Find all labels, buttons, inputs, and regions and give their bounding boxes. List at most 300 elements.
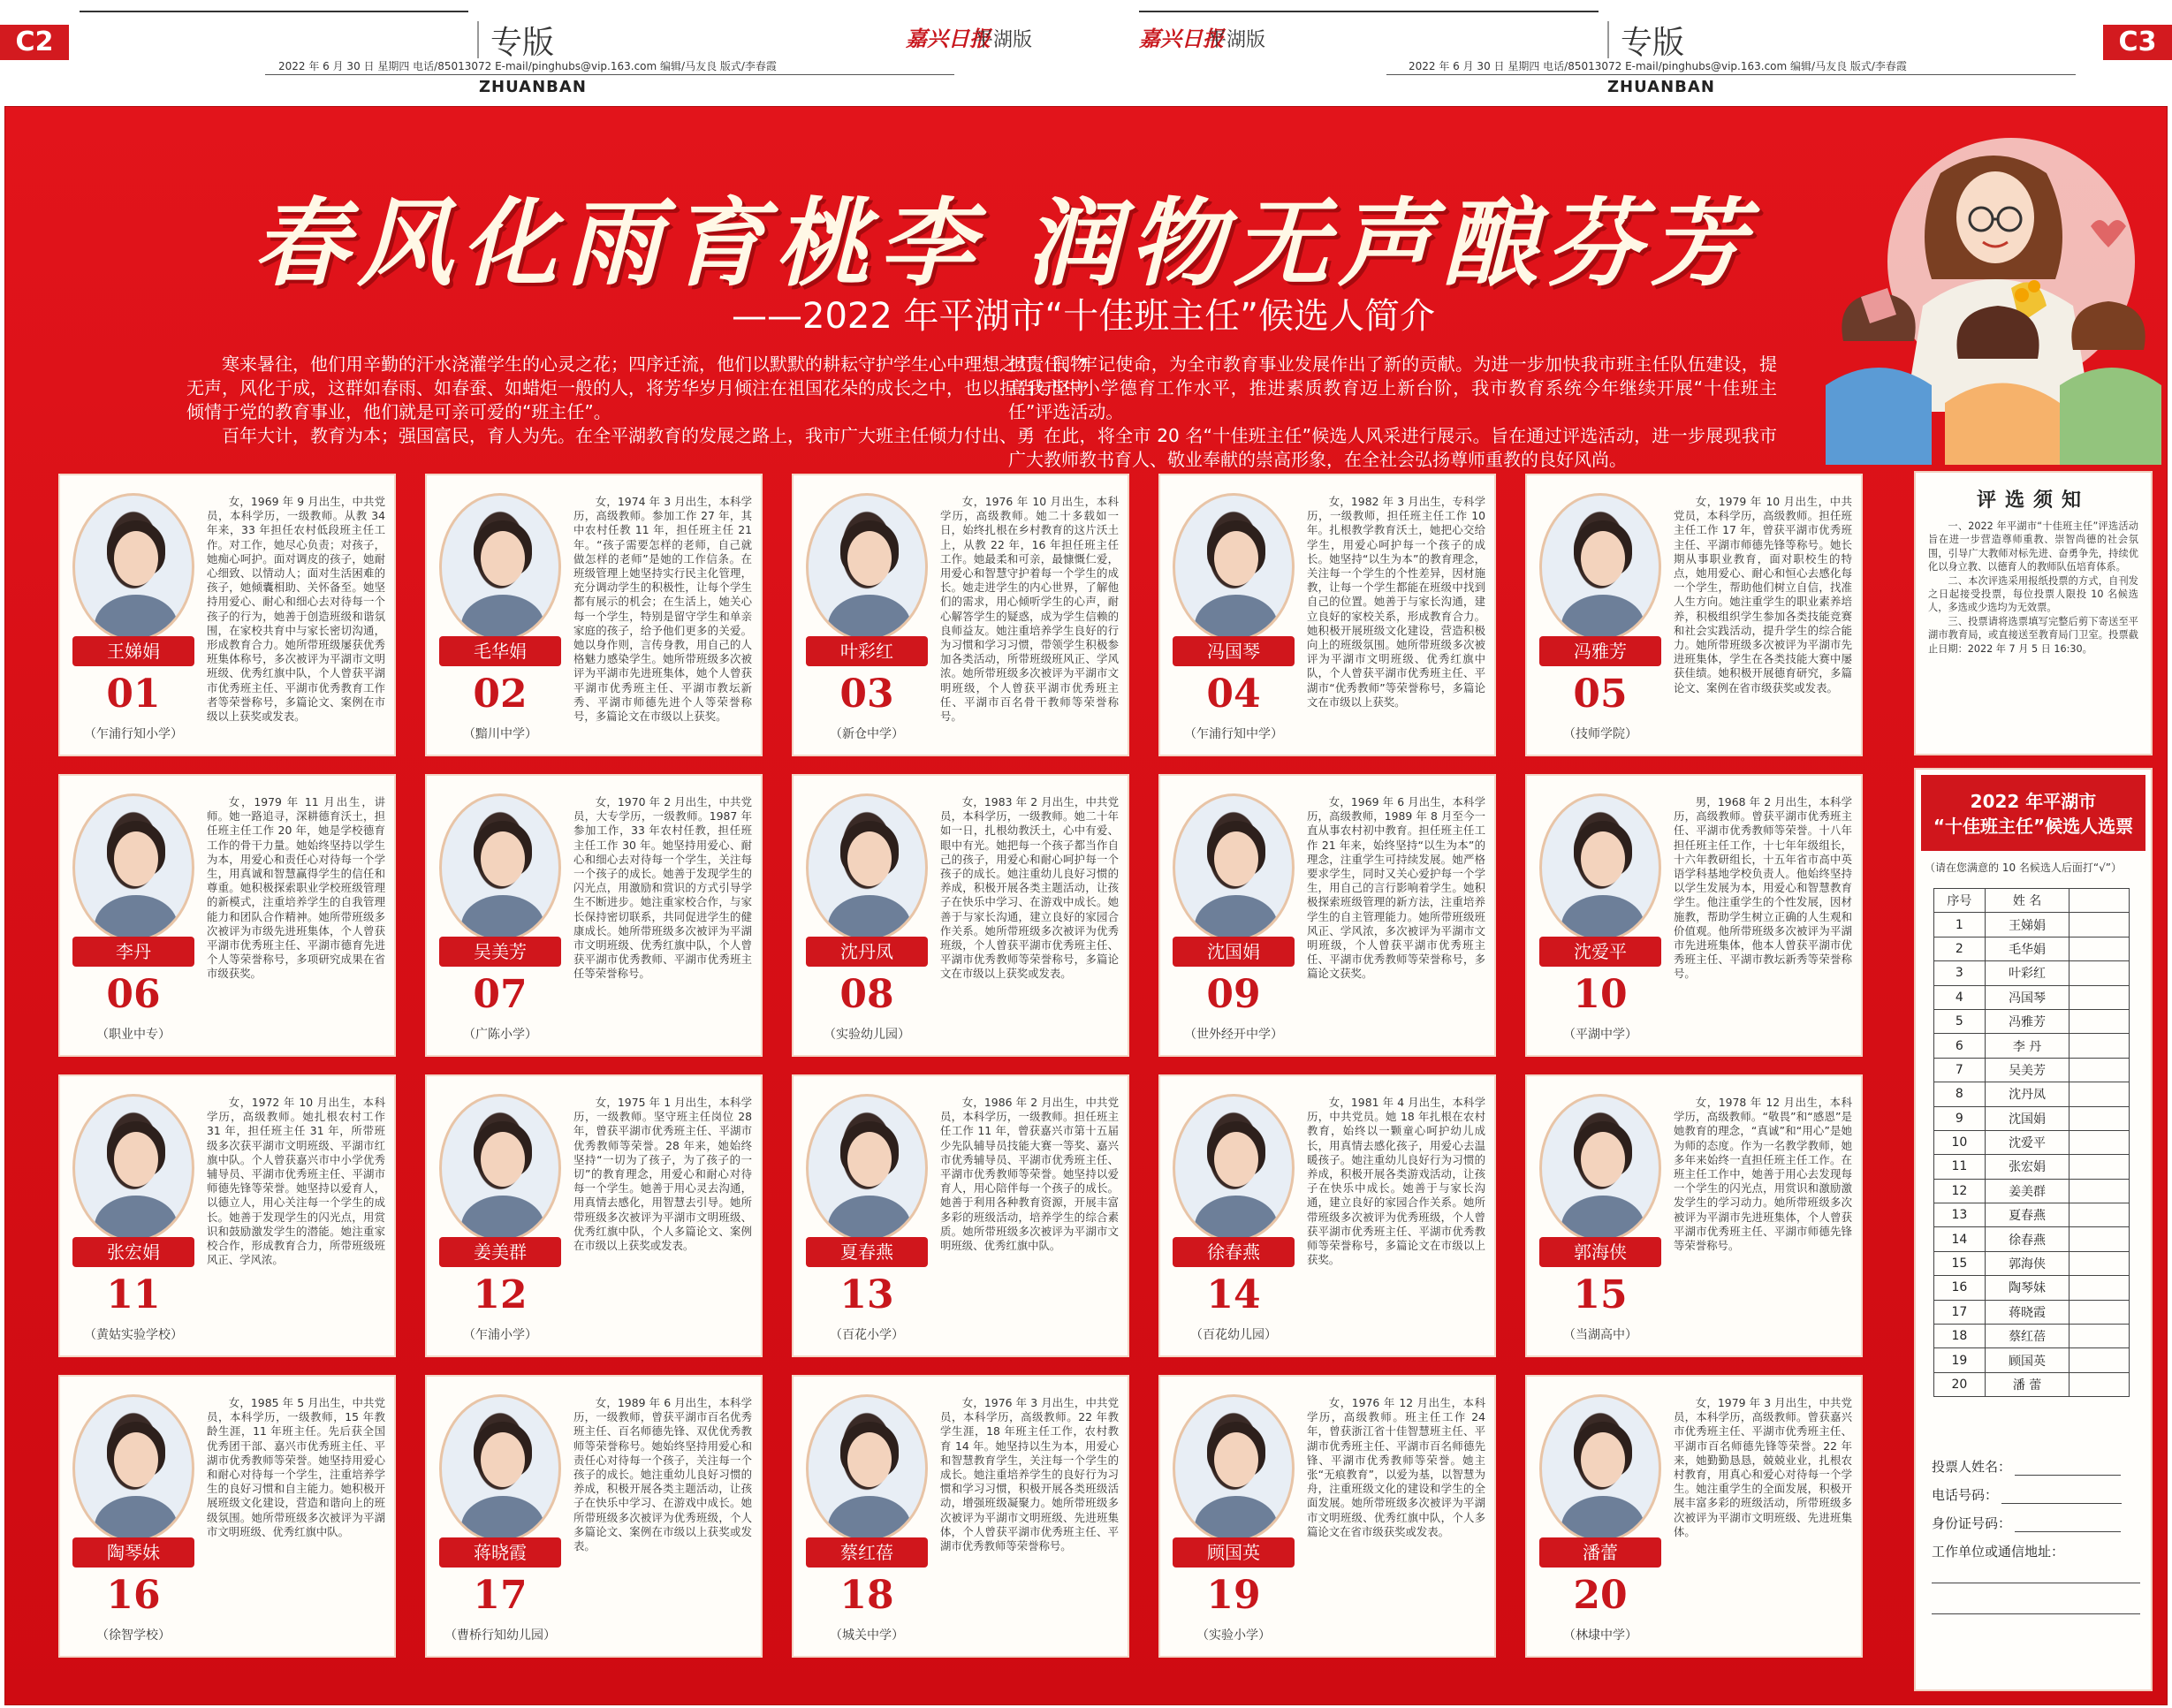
candidate-name: 沈国娟 [1173, 937, 1295, 967]
candidate-photo-frame [806, 793, 928, 942]
candidate-card [1158, 1074, 1496, 1357]
candidate-card [425, 1375, 763, 1658]
ballot-checkbox[interactable] [2069, 1227, 2130, 1251]
portrait-face [1214, 1432, 1258, 1487]
portrait-face [114, 1432, 158, 1487]
ballot-row-no: 15 [1934, 1251, 1986, 1275]
ballot-checkbox[interactable] [2069, 1325, 2130, 1348]
candidate-bio: 女，1970 年 2 月出生，中共党员，大专学历，一级教师。1987 年参加工作，33 年农村任教，担任班主任工作 30 年。她坚持用爱心、耐心和细心去对待每一个学生，关注每一个孩子的成长。她善于发现学生的闪光点，用激励和赏识的方式引导学生不断进步。她注重家校合作，与家长保持密切联系，共同促进学生的健康成长。她所带班级多次被评为平湖市文明班级、优秀红旗中队，个人曾获平湖市优秀教师、平湖市优秀班主任等荣誉称号。 [573, 795, 752, 981]
candidate-photo-frame [439, 1394, 561, 1543]
candidate-name: 蒋晓霞 [439, 1537, 561, 1568]
portrait-face [1581, 831, 1625, 886]
masthead-rule [265, 74, 954, 75]
ballot-row-no: 11 [1934, 1155, 1986, 1179]
candidate-name: 沈爱平 [1539, 937, 1661, 967]
candidate-number: 12 [473, 1272, 528, 1317]
ballot-row-no: 4 [1934, 985, 1986, 1009]
candidate-photo [72, 493, 194, 641]
candidate-photo-frame [1539, 793, 1661, 942]
candidate-name: 郭海侠 [1539, 1237, 1661, 1267]
candidate-name: 夏春燕 [806, 1237, 928, 1267]
candidate-card [425, 1074, 763, 1357]
candidate-photo-frame [439, 793, 561, 942]
ballot-checkbox[interactable] [2069, 1179, 2130, 1203]
ballot-checkbox[interactable] [2069, 961, 2130, 985]
ballot-row-name: 沈丹凤 [1985, 1082, 2069, 1106]
candidate-bio: 女，1981 年 4 月出生，本科学历，中共党员。她 18 年扎根在农村教育，始终以一颗童心呵护幼儿成长，用真情去感化孩子，用爱心去温暖孩子。她注重幼儿良好行为习惯的养成，积极开展各类游戏活动，让孩子在快乐中成长。她善于与家长沟通，建立良好的家园合作关系。她所带班级多次被评为优秀班级，个人曾获平湖市优秀班主任、平湖市优秀教师等荣誉称号，多篇论文在市级以上获奖。 [1307, 1096, 1485, 1267]
ballot-note: （请在您满意的 10 名候选人后面打“√”） [1925, 862, 2122, 874]
candidate-card [1525, 774, 1863, 1057]
ballot-title: “十佳班主任”候选人选票 [1933, 816, 2134, 837]
candidate-school: （乍浦小学） [463, 1328, 537, 1342]
portrait-face [1214, 531, 1258, 586]
candidate-number: 02 [473, 672, 528, 717]
masthead-right [1086, 0, 2172, 104]
masthead-divider [477, 21, 479, 58]
newspaper-logo: 嘉兴日报 [1139, 26, 1224, 51]
candidate-bio: 男，1968 年 2 月出生，本科学历，高级教师。曾获平湖市优秀班主任、平湖市优秀教师等荣誉。十八年担任班主任工作，十七年年级组长，十六年教研组长，十五年省市高中英语学科基地学校负责人。他始终坚持以学生发展为本，用爱心和智慧教育学生。他注重学生的个性发展，因材施教，帮助学生树立正确的人生观和价值观。他所带班级多次被评为平湖市先进班集体，他本人曾获平湖市优秀班主任、平湖市教坛新秀等荣誉称号。 [1674, 795, 1852, 981]
portrait-body [461, 1496, 544, 1543]
ballot-checkbox[interactable] [2069, 913, 2130, 937]
portrait-body [1195, 1196, 1278, 1242]
ballot-form [1914, 768, 2153, 1691]
ballot-row [1934, 1106, 2130, 1130]
ballot-title: 2022 年平湖市 [1970, 791, 2097, 812]
candidate-school: （徐智学校） [96, 1628, 171, 1643]
candidate-number: 09 [1206, 972, 1261, 1017]
candidate-number: 06 [106, 972, 161, 1017]
teacher-illustration [1790, 120, 2161, 465]
ballot-row-name: 姜美群 [1985, 1179, 2069, 1203]
candidate-bio: 女，1974 年 3 月出生，本科学历，高级教师。参加工作 27 年，其中农村任教 11 年，担任班主任 21 年。“孩子需要怎样的老师，自己就做怎样的老师”是她的工作信条。在班级管理上她坚持实行民主化管理，充分调动学生的积极性，让每个学生都有展示的机会；在生活上，她关心每一个学生，特别是留守学生和单亲家庭的孩子，给予他们更多的关爱。她以身作则，言传身教，用自己的人格魅力感染学生。她所带班级多次被评为平湖市先进班集体，她个人曾获平湖市优秀班主任、平湖市教坛新秀、平湖市师德先进个人等荣誉称号，多篇论文在市级以上获奖。 [573, 495, 752, 724]
candidate-card [1158, 774, 1496, 1057]
candidate-photo-frame [72, 793, 194, 942]
candidate-number: 05 [1573, 672, 1628, 717]
portrait-face [481, 831, 525, 886]
candidate-name: 王娣娟 [72, 636, 194, 666]
ballot-row-name: 顾国英 [1985, 1348, 2069, 1372]
section-pinyin: ZHUANBAN [479, 78, 587, 96]
candidate-card [792, 1074, 1129, 1357]
candidate-bio: 女，1985 年 5 月出生，中共党员，本科学历，一级教师，15 年教龄生涯，11 年班主任。先后获全国优秀团干部、嘉兴市优秀班主任、平湖市优秀教师等荣誉。她坚持用爱心和耐心对待每一个学生，注重培养学生的良好习惯和自主能力。她积极开展班级文化建设，营造和谐向上的班级氛围。她所带班级多次被评为平湖市文明班级、优秀红旗中队。 [207, 1396, 385, 1538]
ballot-row-name: 徐春燕 [1985, 1227, 2069, 1251]
candidate-card [1158, 1375, 1496, 1658]
candidate-school: （林埭中学） [1563, 1628, 1637, 1643]
ballot-row-name: 蔡红蓓 [1985, 1325, 2069, 1348]
candidate-name: 潘蕾 [1539, 1537, 1661, 1568]
candidate-photo-frame [806, 1394, 928, 1543]
candidate-card [1525, 1375, 1863, 1658]
ballot-row-no: 20 [1934, 1372, 1986, 1396]
candidate-bio: 女，1979 年 10 月出生，中共党员，本科学历，高级教师。担任班主任工作 17 年，曾获平湖市优秀班主任、平湖市师德先锋等称号。她长期从事职业教育，面对职校生的特点，她用爱心、耐心和恒心去感化每一个学生，帮助他们树立自信，找准人生方向。她注重学生的职业素养培养，积极组织学生参加各类技能竞赛和社会实践活动，提升学生的综合能力。她所带班级多次被评为平湖市先进班集体，学生在各类技能大赛中屡获佳绩。她积极开展德育研究，多篇论文、案例在省市级获奖或发表。 [1674, 495, 1852, 695]
ballot-checkbox[interactable] [2069, 1276, 2130, 1300]
ballot-row [1934, 1155, 2130, 1179]
ballot-checkbox[interactable] [2069, 985, 2130, 1009]
address-field[interactable] [1932, 1542, 2064, 1560]
candidate-card [792, 474, 1129, 756]
masthead-left [0, 0, 1086, 104]
portrait-body [95, 1196, 178, 1242]
candidate-card [792, 1375, 1129, 1658]
candidate-photo [1539, 1094, 1661, 1242]
candidate-name: 叶彩红 [806, 636, 928, 666]
ballot-row-name: 冯雅芳 [1985, 1009, 2069, 1033]
candidate-school: （广陈小学） [463, 1028, 537, 1042]
portrait-body [1561, 1196, 1644, 1242]
ballot-row [1934, 1179, 2130, 1203]
candidate-name: 徐春燕 [1173, 1237, 1295, 1267]
portrait-body [1561, 595, 1644, 641]
newspaper-edition: 平湖版 [1207, 29, 1266, 51]
section-name: 专版 [490, 25, 555, 61]
candidate-bio: 女，1978 年 12 月出生，本科学历，高级教师。“敬畏”和“感恩”是她教育的理念，“真诚”和“用心”是她为师的态度。作为一名教学教师，她多年来始终一直担任班主任工作。在班主任工作中，她善于用心去发现每一个学生的闪光点，用赏识和激励激发学生的学习动力。她所带班级多次被评为平湖市先进班集体，个人曾获平湖市优秀班主任、平湖市师德先锋等荣誉称号。 [1674, 1096, 1852, 1253]
candidate-photo [806, 1094, 928, 1242]
candidate-card [425, 774, 763, 1057]
ballot-row [1934, 1227, 2130, 1251]
portrait-body [828, 1196, 911, 1242]
ballot-row [1934, 1082, 2130, 1106]
ballot-checkbox[interactable] [2069, 1058, 2130, 1082]
ballot-row-no: 5 [1934, 1009, 1986, 1033]
ballot-row-name: 冯国琴 [1985, 985, 2069, 1009]
ballot-checkbox[interactable] [2069, 1009, 2130, 1033]
candidate-number: 17 [473, 1573, 528, 1618]
candidate-name: 沈丹凤 [806, 937, 928, 967]
candidate-name: 毛华娟 [439, 636, 561, 666]
candidate-photo [439, 1394, 561, 1543]
candidate-school: （百花小学） [830, 1328, 904, 1342]
intro-paragraph: 寒来暑往，他们用辛勤的汗水浇灌学生的心灵之花；四序迁流，他们以默默的耕耘守护学生心中理想之灯。润物无声，风化于成，这群如春雨、如春蚕、如蜡炬一般的人，将芳华岁月倾注在祖国花朵的成长之中，也以担当与坚守倾情于党的教育事业，他们就是可亲可爱的“班主任”。 [186, 353, 1088, 422]
ballot-row-no: 3 [1934, 961, 1986, 985]
notice-paragraph: 一、2022 年平湖市“十佳班主任”评选活动旨在进一步营造尊师重教、崇智尚德的社会氛围，引导广大教师对标先进、奋勇争先，持续优化以身立教、以德育人的教师队伍培育体系。 [1928, 520, 2138, 573]
candidate-school: （技师学院） [1563, 727, 1637, 741]
ballot-row [1934, 1372, 2130, 1396]
ballot-row-name: 叶彩红 [1985, 961, 2069, 985]
candidate-name: 姜美群 [439, 1237, 561, 1267]
portrait-body [95, 595, 178, 641]
candidate-school: （城关中学） [830, 1628, 904, 1643]
portrait-body [828, 595, 911, 641]
candidate-photo-frame [1539, 493, 1661, 641]
masthead-rule [1386, 74, 2076, 75]
portrait-face [1214, 831, 1258, 886]
id-number-field[interactable] [1932, 1514, 2121, 1532]
portrait-face [1581, 1432, 1625, 1487]
ballot-row-name: 沈爱平 [1985, 1130, 2069, 1154]
candidate-number: 14 [1206, 1272, 1261, 1317]
portrait-body [95, 1496, 178, 1543]
candidate-bio: 女，1979 年 11 月出生，讲师。她一路追寻，深耕德育沃土，担任班主任工作 20 年，她是学校德育工作的骨干力量。她始终坚持以学生为本，用爱心和责任心对待每一个学生，用真诚和智慧赢得学生的信任和尊重。她积极探索职业学校班级管理的新模式，注重培养学生的自我管理能力和团队合作精神。她所带班级多次被评为市级先进班集体，个人曾获平湖市优秀班主任、平湖市德育先进个人等荣誉称号，多项研究成果在省市级获奖。 [207, 795, 385, 981]
voter-name-field[interactable] [1932, 1457, 2121, 1476]
candidate-photo [439, 793, 561, 942]
candidate-photo-frame [1539, 1394, 1661, 1543]
intro-paragraph: 百年大计，教育为本；强国富民，育人为先。在全平湖教育的发展之路上，我市广大班主任倾力付出、勇 [222, 425, 1035, 446]
ballot-row-no: 8 [1934, 1082, 1986, 1106]
portrait-face [1214, 1132, 1258, 1187]
candidate-card [58, 1074, 396, 1357]
ballot-header [1921, 775, 2145, 851]
candidate-name: 陶琴妹 [72, 1537, 194, 1568]
ballot-checkbox[interactable] [2069, 1130, 2130, 1154]
ballot-row-name: 潘 蕾 [1985, 1372, 2069, 1396]
ballot-row [1934, 1276, 2130, 1300]
candidate-photo-frame [1173, 1094, 1295, 1242]
portrait-body [461, 895, 544, 942]
ballot-row [1934, 1203, 2130, 1227]
candidate-card [1158, 474, 1496, 756]
ballot-checkbox[interactable] [2069, 1106, 2130, 1130]
ballot-row-no: 1 [1934, 913, 1986, 937]
candidate-photo-frame [439, 493, 561, 641]
ballot-checkbox[interactable] [2069, 1372, 2130, 1396]
ballot-row-name: 沈国娟 [1985, 1106, 2069, 1130]
ballot-col-name: 姓 名 [1985, 889, 2069, 913]
candidate-number: 19 [1206, 1573, 1261, 1618]
portrait-body [1195, 595, 1278, 641]
candidate-card [58, 474, 396, 756]
ballot-row-no: 18 [1934, 1325, 1986, 1348]
ballot-row [1934, 985, 2130, 1009]
ballot-row [1934, 937, 2130, 960]
ballot-row-name: 夏春燕 [1985, 1203, 2069, 1227]
ballot-row-no: 14 [1934, 1227, 1986, 1251]
ballot-checkbox[interactable] [2069, 1348, 2130, 1372]
ballot-checkbox[interactable] [2069, 937, 2130, 960]
candidate-photo [806, 793, 928, 942]
candidate-bio: 女，1989 年 6 月出生，本科学历，一级教师，曾获平湖市百名优秀班主任、百名师德先锋、双优优秀教师等荣誉称号。她始终坚持用爱心和责任心对待每一个孩子，关注每一个孩子的成长。她注重幼儿良好习惯的养成，积极开展各类主题活动，让孩子在快乐中学习、在游戏中成长。她所带班级多次被评为优秀班级，个人多篇论文、案例在市级以上获奖或发表。 [573, 1396, 752, 1553]
candidate-number: 16 [106, 1573, 161, 1618]
page-number: C2 [0, 25, 69, 60]
ballot-row [1934, 961, 2130, 985]
candidate-card [58, 1375, 396, 1658]
candidate-number: 08 [839, 972, 894, 1017]
ballot-row [1934, 1300, 2130, 1324]
ballot-row [1934, 1058, 2130, 1082]
candidate-bio: 女，1975 年 1 月出生，本科学历，一级教师。坚守班主任岗位 28 年，曾获平湖市优秀班主任、平湖市优秀教师等荣誉。28 年来，她始终坚持“一切为了孩子，为了孩子的一切”的教育理念，用爱心和耐心对待每一个学生。她善于用心灵去沟通，用真情去感化，用智慧去引导。她所带班级多次被评为平湖市文明班级、优秀红旗中队，个人多篇论文、案例在市级以上获奖或发表。 [573, 1096, 752, 1253]
ballot-row-no: 9 [1934, 1106, 1986, 1130]
portrait-face [847, 1432, 892, 1487]
feature-board [4, 106, 2168, 1705]
candidate-bio: 女，1976 年 12 月出生，本科学历，高级教师。班主任工作 24 年，曾获浙江省十佳智慧班主任、平湖市优秀班主任、平湖市百名师德先锋、平湖市优秀教师等荣誉。她主张“无痕教育”，以爱为基，以智慧为舟，注重班级文化的建设和学生的全面发展。她所带班级多次被评为平湖市文明班级、优秀红旗中队，个人多篇论文在省市级获奖或发表。 [1307, 1396, 1485, 1538]
candidate-name: 冯雅芳 [1539, 636, 1661, 666]
ballot-row [1934, 1348, 2130, 1372]
candidate-number: 13 [839, 1272, 894, 1317]
candidate-photo-frame [1173, 493, 1295, 641]
ballot-row-no: 6 [1934, 1034, 1986, 1058]
intro-left [186, 353, 1088, 448]
ballot-row-no: 10 [1934, 1130, 1986, 1154]
candidate-photo [1173, 1094, 1295, 1242]
candidate-bio: 女，1976 年 10 月出生，本科学历，高级教师。她二十多载如一日，始终扎根在乡村教育的这片沃土上，从教 22 年，16 年担任班主任工作。她最柔和可亲，最慷慨仁爱，用爱心和智慧守护着每一个学生的成长。她走进学生的内心世界，了解他们的需求，用心倾听学生的心声，耐心解答学生的疑惑，成为学生信赖的良师益友。她注重培养学生良好的行为习惯和学习习惯，带领学生积极参加各类活动，所带班级班风正、学风浓。她所带班级多次被评为平湖市文明班级，个人曾获平湖市优秀班主任、平湖市百名骨干教师等荣誉称号。 [940, 495, 1119, 724]
portrait-face [481, 1432, 525, 1487]
ballot-row-no: 17 [1934, 1300, 1986, 1324]
portrait-face [481, 531, 525, 586]
candidate-name: 张宏娟 [72, 1237, 194, 1267]
candidate-number: 20 [1573, 1573, 1628, 1618]
candidate-bio: 女，1979 年 3 月出生，中共党员，本科学历，高级教师。曾获嘉兴市优秀班主任、平湖市优秀班主任、平湖市百名师德先锋等荣誉。22 年来，她勤勤恳恳，兢兢业业，扎根农村教育，用真心和爱心对待每一个学生。她注重学生的全面发展，积极开展丰富多彩的班级活动，所带班级多次被评为平湖市文明班级、先进班集体。 [1674, 1396, 1852, 1538]
candidate-number: 10 [1573, 972, 1628, 1017]
intro-right [1008, 353, 1777, 472]
candidate-name: 顾国英 [1173, 1537, 1295, 1568]
ballot-row-name: 蒋晓霞 [1985, 1300, 2069, 1324]
candidate-number: 07 [473, 972, 528, 1017]
candidate-photo-frame [72, 1094, 194, 1242]
address-label: 工作单位或通信地址： [1932, 1544, 2065, 1560]
candidate-school: （乍浦行知中学） [1184, 727, 1283, 741]
candidate-number: 15 [1573, 1272, 1628, 1317]
subheadline: ——2022 年平湖市“十佳班主任”候选人简介 [732, 296, 1435, 337]
voting-notice [1914, 471, 2153, 755]
ballot-checkbox[interactable] [2069, 1082, 2130, 1106]
ballot-row-name: 王娣娟 [1985, 913, 2069, 937]
candidate-bio: 女，1969 年 6 月出生，本科学历，高级教师，1989 年 8 月至今一直从事农村初中教育。担任班主任工作 21 年来，始终坚持“以生为本”的理念，注重学生可持续发展。她严格要求学生，同时又关心爱护每一个学生，用自己的言行影响着学生。她积极探索班级管理的新方法，注重培养学生的自主管理能力。她所带班级班风正、学风浓，多次被评为平湖市文明班级，个人曾获平湖市优秀班主任、平湖市优秀教师等荣誉称号，多篇论文获奖。 [1307, 795, 1485, 981]
candidate-photo [1539, 793, 1661, 942]
ballot-checkbox[interactable] [2069, 1203, 2130, 1227]
candidate-bio: 女，1983 年 2 月出生，中共党员，本科学历，一级教师。她二十年如一日，扎根幼教沃土，心中有爱、眼中有光。她把每一个孩子都当作自己的孩子，用爱心和耐心呵护每一个孩子的成长。她注重幼儿良好习惯的养成，积极开展各类主题活动，让孩子在快乐中学习、在游戏中成长。她善于与家长沟通，建立良好的家园合作关系。她所带班级多次被评为优秀班级，个人曾获平湖市优秀班主任、平湖市优秀教师等荣誉称号，多篇论文在市级以上获奖或发表。 [940, 795, 1119, 981]
portrait-face [114, 1132, 158, 1187]
candidate-name: 李丹 [72, 937, 194, 967]
portrait-face [847, 1132, 892, 1187]
address-line[interactable] [1932, 1613, 2140, 1614]
ballot-row [1934, 1034, 2130, 1058]
candidate-school: （职业中专） [96, 1028, 171, 1042]
portrait-body [1561, 895, 1644, 942]
intro-paragraph: 担责任、牢记使命，为全市教育事业发展作出了新的贡献。为进一步加快我市班主任队伍建设，提高我市中小学德育工作水平，推进素质教育迈上新台阶，我市教育系统今年继续开展“十佳班主任”评选活动。 [1008, 353, 1777, 422]
candidate-bio: 女，1986 年 2 月出生，中共党员，本科学历，一级教师。担任班主任工作 11 年，曾获嘉兴市第十五届少先队辅导员技能大赛一等奖、嘉兴市优秀辅导员、平湖市优秀班主任、平湖市优秀教师等荣誉。她坚持以爱育人，用心陪伴每一个孩子的成长。她善于利用各种教育资源，开展丰富多彩的班级活动，培养学生的综合素质。她所带班级多次被评为平湖市文明班级、优秀红旗中队。 [940, 1096, 1119, 1253]
ballot-row-name: 陶琴妹 [1985, 1276, 2069, 1300]
candidate-number: 11 [106, 1272, 161, 1317]
newspaper-edition: 平湖版 [974, 29, 1033, 51]
portrait-face [1581, 531, 1625, 586]
candidate-photo-frame [72, 1394, 194, 1543]
portrait-body [828, 895, 911, 942]
candidate-name: 冯国琴 [1173, 636, 1295, 666]
candidate-bio: 女，1982 年 3 月出生，专科学历，一级教师，担任班主任工作 10 年。扎根教学教育沃土，她把心交给学生，用爱心呵护每一个孩子的成长。她坚持“以生为本”的教育理念，关注每一个学生的个性差异，因材施教，让每一个学生都能在班级中找到自己的位置。她善于与家长沟通，建立良好的家校关系，形成教育合力。她积极开展班级文化建设，营造积极向上的班级氛围。她所带班级多次被评为平湖市文明班级、优秀红旗中队，个人曾获平湖市优秀班主任、平湖市“优秀教师”等荣誉称号，多篇论文在市级以上获奖。 [1307, 495, 1485, 709]
ballot-row-name: 毛华娟 [1985, 937, 2069, 960]
candidate-school: （世外经开中学） [1184, 1028, 1283, 1042]
candidate-photo-frame [1539, 1094, 1661, 1242]
candidate-photo [1539, 493, 1661, 641]
intro-paragraph: 在此，将全市 20 名“十佳班主任”候选人风采进行展示。旨在通过评选活动，进一步展现我市广大教师教书育人、敬业奉献的崇高形象，在全社会弘扬尊师重教的良好风尚。 [1008, 425, 1777, 470]
portrait-body [1195, 1496, 1278, 1543]
candidate-school: （新仓中学） [830, 727, 904, 741]
id-number-label: 身份证号码： [1932, 1515, 2012, 1531]
ballot-checkbox[interactable] [2069, 1300, 2130, 1324]
ballot-table [1933, 888, 2130, 1397]
candidate-school: （平湖中学） [1563, 1028, 1637, 1042]
portrait-face [114, 831, 158, 886]
portrait-body [461, 595, 544, 641]
candidate-photo [72, 1394, 194, 1543]
candidate-school: （当湖高中） [1563, 1328, 1637, 1342]
ballot-row [1934, 1251, 2130, 1275]
ballot-col-no: 序号 [1934, 889, 1986, 913]
ballot-row [1934, 1130, 2130, 1154]
candidate-photo [806, 1394, 928, 1543]
candidate-photo-frame [1173, 1394, 1295, 1543]
candidate-photo [1173, 1394, 1295, 1543]
candidate-number: 01 [106, 672, 161, 717]
portrait-body [1561, 1496, 1644, 1543]
ballot-row [1934, 1325, 2130, 1348]
masthead-rule [80, 11, 468, 12]
page-number: C3 [2103, 25, 2172, 60]
notice-paragraph: 三、投票请将选票填写完整后剪下寄送至平湖市教育局，或直接送至教育局门卫室。投票截止日期：2022 年 7 月 5 日 16:30。 [1928, 615, 2138, 655]
candidate-photo [439, 493, 561, 641]
ballot-checkbox[interactable] [2069, 1155, 2130, 1179]
section-name: 专版 [1621, 25, 1685, 61]
portrait-body [1195, 895, 1278, 942]
ballot-row-no: 19 [1934, 1348, 1986, 1372]
ballot-row [1934, 1009, 2130, 1033]
candidate-name: 蔡红蓓 [806, 1537, 928, 1568]
candidate-school: （黄姑实验学校） [84, 1328, 183, 1342]
candidate-school: （百花幼儿园） [1190, 1328, 1277, 1342]
ballot-col-mark [2069, 889, 2130, 913]
candidate-photo-frame [439, 1094, 561, 1242]
candidate-number: 18 [839, 1573, 894, 1618]
portrait-face [1581, 1132, 1625, 1187]
masthead-info: 2022 年 6 月 30 日 星期四 电话/85013072 E-mail/pinghubs@vip.163.com 编辑/马友良 版式/李春霞 [1409, 60, 1907, 72]
masthead-rule [1139, 11, 1599, 12]
ballot-row [1934, 913, 2130, 937]
candidate-photo [1539, 1394, 1661, 1543]
candidate-card [1525, 474, 1863, 756]
portrait-face [114, 531, 158, 586]
candidate-photo [72, 1094, 194, 1242]
candidate-card [58, 774, 396, 1057]
voter-name-label: 投票人姓名： [1932, 1459, 2012, 1475]
candidate-school: （实验小学） [1196, 1628, 1271, 1643]
ballot-row-no: 12 [1934, 1179, 1986, 1203]
candidate-bio: 女，1972 年 10 月出生，本科学历，高级教师。她扎根农村工作 31 年，担任班主任 31 年，所带班级多次获平湖市文明班级、平湖市红旗中队。个人曾获嘉兴市中小学优秀辅导员、平湖市优秀班主任、平湖市师德先锋等荣誉。她坚持以爱育人，以德立人，用心关注每一个学生的成长。她善于发现学生的闪光点，用赏识和鼓励激发学生的潜能。她注重家校合作，形成教育合力，所带班级班风正、学风浓。 [207, 1096, 385, 1267]
ballot-row-no: 7 [1934, 1058, 1986, 1082]
ballot-row-name: 吴美芳 [1985, 1058, 2069, 1082]
ballot-checkbox[interactable] [2069, 1251, 2130, 1275]
ballot-row-no: 16 [1934, 1276, 1986, 1300]
candidate-card [792, 774, 1129, 1057]
candidate-photo [72, 793, 194, 942]
portrait-face [847, 831, 892, 886]
ballot-checkbox[interactable] [2069, 1034, 2130, 1058]
section-pinyin: ZHUANBAN [1607, 78, 1715, 96]
headline: 春风化雨育桃李 润物无声酿芬芳 [253, 188, 1755, 300]
portrait-body [828, 1496, 911, 1543]
notice-title: 评选须知 [1976, 489, 2090, 512]
phone-field[interactable] [1932, 1485, 2122, 1504]
candidate-photo-frame [806, 493, 928, 641]
candidate-photo [1173, 493, 1295, 641]
newspaper-logo: 嘉兴日报 [906, 26, 991, 51]
ballot-row-name: 李 丹 [1985, 1034, 2069, 1058]
candidate-photo [1173, 793, 1295, 942]
candidate-school: （实验幼儿园） [824, 1028, 910, 1042]
notice-paragraph: 二、本次评选采用报纸投票的方式，自刊发之日起接受投票，每位投票人限投 10 名候选人，多选或少选均为无效票。 [1928, 574, 2138, 614]
candidate-number: 03 [839, 672, 894, 717]
portrait-body [461, 1196, 544, 1242]
candidate-photo [439, 1094, 561, 1242]
candidate-photo-frame [1173, 793, 1295, 942]
candidate-school: （乍浦行知小学） [84, 727, 183, 741]
candidate-bio: 女，1969 年 9 月出生，中共党员，本科学历，一级教师。从教 34 年来，33 年担任农村低段班主任工作。对工作，她尽心负责；对孩子，她痴心呵护。面对调皮的孩子，她耐心细致、以情动人；面对生活困难的孩子，她倾囊相助、关怀备至。她坚持用爱心、耐心和细心去对待每一个孩子的行为，她善于创造班级和谐氛围，在家校共育中与家长密切沟通，形成教育合力。她所带班级屡获优秀班集体称号，多次被评为平湖市文明班级、优秀红旗中队，个人曾获平湖市优秀班主任、平湖市优秀教育工作者等荣誉称号，多篇论文、案例在市级以上获奖或发表。 [207, 495, 385, 724]
portrait-body [95, 895, 178, 942]
candidate-card [1525, 1074, 1863, 1357]
portrait-face [847, 531, 892, 586]
candidate-photo [806, 493, 928, 641]
candidate-school: （黯川中学） [463, 727, 537, 741]
ballot-row-name: 郭海侠 [1985, 1251, 2069, 1275]
candidate-school: （曹桥行知幼儿园） [444, 1628, 556, 1643]
